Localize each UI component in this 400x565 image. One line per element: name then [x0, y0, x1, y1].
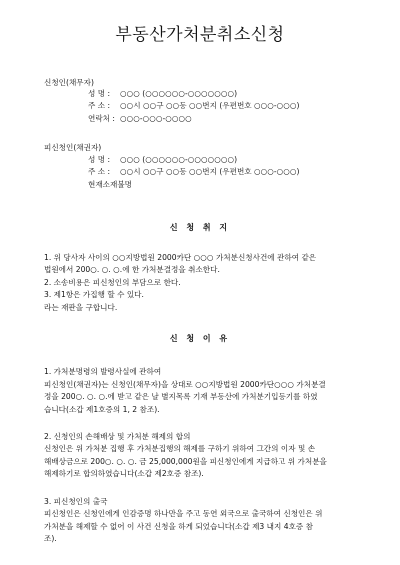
reason-line: 습니다(소갑 제1호증의 1, 2 참조). — [44, 405, 160, 414]
reason-title: 1. 가처분명령의 발령사실에 관하여 — [44, 367, 162, 376]
reason-line: 신청인은 위 가처분 집행 후 가처분집행의 해제를 구하기 위하여 그간의 이자 및 손 — [44, 444, 316, 453]
reason-line: 피신청인(채권자)는 신청인(채무자)을 상대로 ○○지방법원 2000카단○○○ 가처분결 — [44, 380, 326, 389]
applicant-name-value: ○○○ (○○○○○○-○○○○○○○) — [120, 89, 238, 98]
applicant-phone-value: ○○○-○○○-○○○○ — [120, 114, 192, 123]
respondent-name-label: 성 명 : — [88, 155, 111, 164]
applicant-header: 신청인(채무자) — [44, 78, 94, 87]
document-title: 부동산가처분취소신청 — [115, 25, 285, 45]
respondent-name-value: ○○○ (○○○○○○-○○○○○○○) — [120, 155, 238, 164]
reasons-heading: 신 청 이 유 — [169, 334, 231, 343]
respondent-status: 현재소재불명 — [88, 180, 133, 189]
applicant-phone-label: 연락처 : — [88, 114, 115, 123]
purpose-line: 3. 제1항은 가집행 할 수 있다. — [44, 290, 144, 299]
purpose-line: 1. 위 당사자 사이의 ○○지방법원 2000카단 ○○○ 가처분신청사건에 관하여 같은 — [44, 253, 317, 262]
reason-title: 3. 피신청인의 출국 — [44, 497, 108, 506]
reason-line: 피신청인은 신청인에게 인감증명 하나만을 주고 동연 외국으로 출국하여 신청인은 위 — [44, 509, 323, 518]
applicant-address-label: 주 소 : — [88, 101, 111, 110]
respondent-address-value: ○○시 ○○구 ○○동 ○○번지 (우편번호 ○○○-○○○) — [120, 167, 300, 176]
purpose-line: 법원에서 200○. ○. ○.에 한 가처분결정을 취소한다. — [44, 265, 220, 274]
reason-line: 해배상금으로 200○. ○. ○. 금 25,000,000원을 피신청인에게 지급하고 위 가처분을 — [44, 457, 327, 466]
respondent-address-label: 주 소 : — [88, 167, 111, 176]
reason-title: 2. 신청인의 손해배상 및 가처분 해제의 합의 — [44, 432, 191, 441]
purpose-line: 2. 소송비용은 피신청인의 부담으로 한다. — [44, 278, 181, 287]
reason-line: 조). — [44, 534, 57, 543]
respondent-header: 피신청인(채권자) — [44, 143, 102, 152]
applicant-name-label: 성 명 : — [88, 89, 111, 98]
reason-line: 정을 200○. ○. ○.에 받고 같은 날 별지목록 기재 부동산에 가처분기입등기를 하였 — [44, 392, 318, 401]
reason-line: 해제하기로 합의하였습니다(소갑 제2호증 참조). — [44, 469, 204, 478]
purpose-line: 라는 재판을 구합니다. — [44, 303, 118, 312]
applicant-address-value: ○○시 ○○구 ○○동 ○○번지 (우편번호 ○○○-○○○) — [120, 101, 300, 110]
reason-line: 가처분을 해제할 수 없어 이 사건 신청을 하게 되었습니다(소갑 제3 내지 4호증 참 — [44, 522, 313, 531]
purpose-heading: 신 청 취 지 — [169, 223, 231, 232]
